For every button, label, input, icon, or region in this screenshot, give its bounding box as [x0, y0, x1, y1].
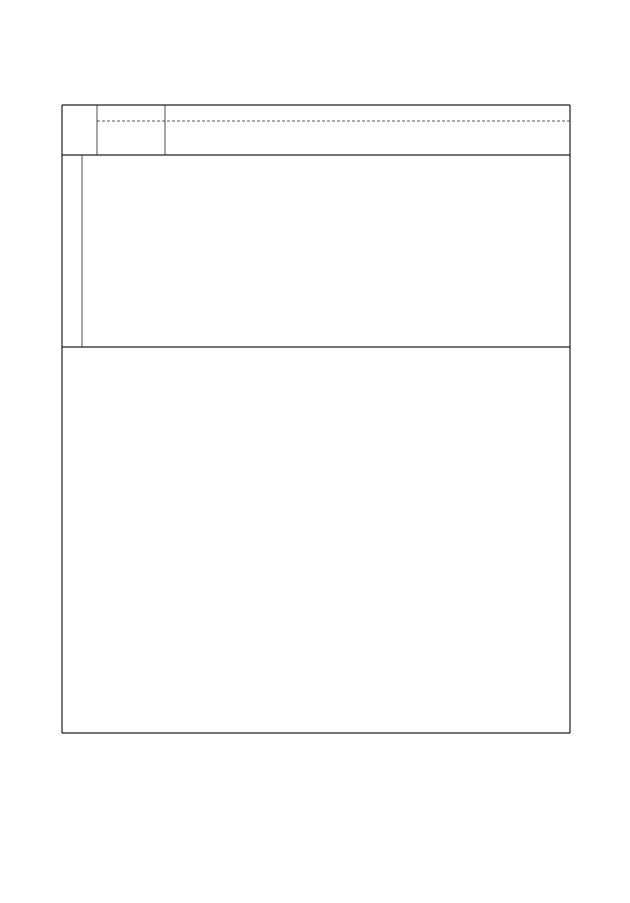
office-name-field[interactable] [165, 121, 570, 155]
office-furigana-field[interactable] [165, 107, 570, 120]
